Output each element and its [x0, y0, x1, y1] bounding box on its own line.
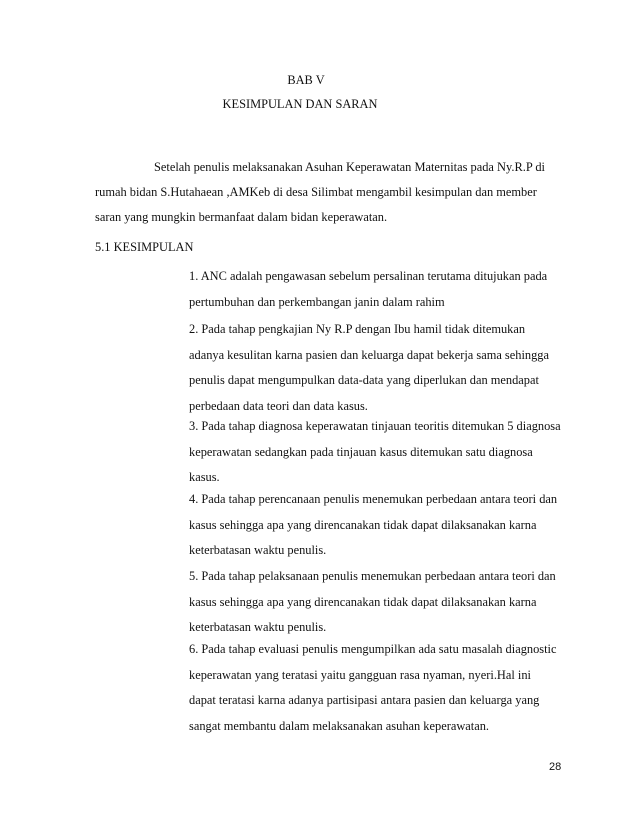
page-number: 28	[549, 761, 562, 773]
intro-line: rumah bidan S.Hutahaean ,AMKeb di desa Silimbat mengambil kesimpulan dan member	[95, 185, 537, 199]
item-line: kasus sehingga apa yang direncanakan tidak dapat dilaksanakan karna	[189, 517, 537, 532]
intro-line: Setelah penulis melaksanakan Asuhan Keperawatan Maternitas pada Ny.R.P di	[154, 160, 545, 174]
item-line: keperawatan sedangkan pada tinjauan kasus ditemukan satu diagnosa	[189, 444, 533, 459]
chapter-title: KESIMPULAN DAN SARAN	[222, 97, 378, 111]
item-line: 3. Pada tahap diagnosa keperawatan tinjauan teoritis ditemukan 5 diagnosa	[189, 419, 561, 433]
item-line: 5. Pada tahap pelaksanaan penulis menemukan perbedaan antara teori dan	[189, 569, 556, 583]
conclusion-item-6	[189, 643, 579, 745]
item-line: 4. Pada tahap perencanaan penulis menemukan perbedaan antara teori dan	[189, 492, 558, 506]
conclusion-item-4	[189, 493, 579, 570]
conclusion-item-5	[189, 570, 579, 647]
item-line: keterbatasan waktu penulis.	[189, 543, 327, 557]
conclusion-item-1	[189, 270, 579, 321]
item-line: keperawatan yang teratasi yaitu gangguan rasa nyaman, nyeri.Hal ini	[189, 667, 531, 682]
item-line: pertumbuhan dan perkembangan janin dalam rahim	[189, 294, 445, 309]
conclusion-item-2	[189, 323, 579, 425]
chapter-label: BAB V	[287, 73, 325, 87]
item-line: penulis dapat mengumpulkan data-data yang diperlukan dan mendapat	[189, 373, 539, 387]
item-line: 1. ANC adalah pengawasan sebelum persalinan terutama ditujukan pada	[189, 269, 548, 283]
item-line: 2. Pada tahap pengkajian Ny R.P dengan Ibu hamil tidak ditemukan	[189, 322, 526, 336]
item-line: perbedaan data teori dan data kasus.	[189, 398, 368, 413]
item-line: adanya kesulitan karna pasien dan keluarga dapat bekerja sama sehingga	[189, 347, 549, 362]
item-line: 6. Pada tahap evaluasi penulis mengumpilkan ada satu masalah diagnostic	[189, 642, 557, 656]
conclusion-item-3	[189, 420, 579, 497]
item-line: kasus.	[189, 470, 220, 484]
section-heading: 5.1 KESIMPULAN	[95, 240, 194, 254]
intro-line: saran yang mungkin bermanfaat dalam bidan keperawatan.	[95, 210, 388, 224]
item-line: sangat membantu dalam melaksanakan asuhan keperawatan.	[189, 718, 490, 733]
item-line: keterbatasan waktu penulis.	[189, 620, 327, 634]
item-line: dapat teratasi karna adanya partisipasi antara pasien dan keluarga yang	[189, 693, 540, 707]
item-line: kasus sehingga apa yang direncanakan tidak dapat dilaksanakan karna	[189, 594, 537, 609]
